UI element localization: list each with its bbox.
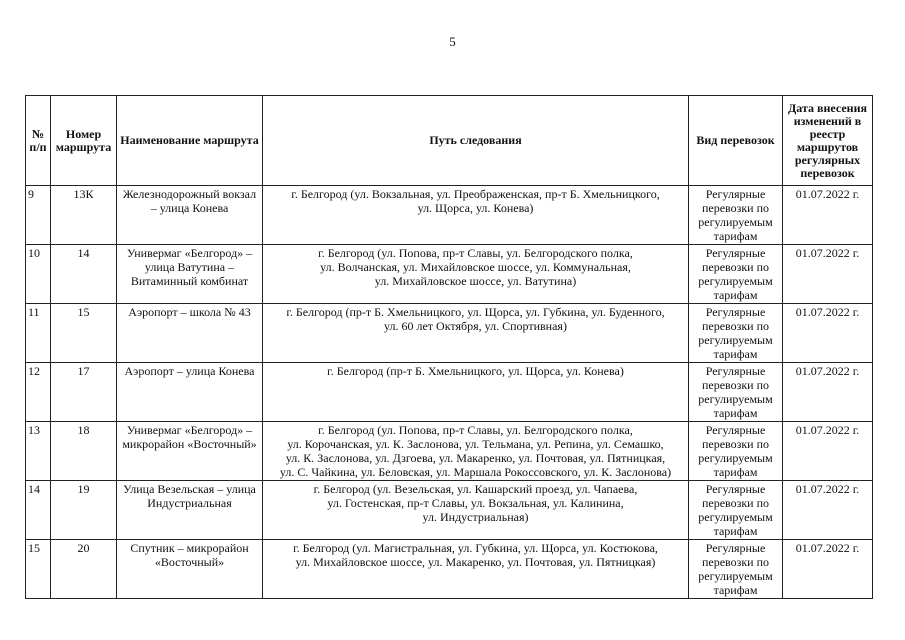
route-name: Универмаг «Белгород» – улица Ватутина – Витаминный комбинат xyxy=(117,245,263,304)
transport-kind: Регулярные перевозки по регулируемым тарифам xyxy=(689,304,783,363)
row-num: 14 xyxy=(26,481,51,540)
table-row xyxy=(26,186,873,245)
change-date: 01.07.2022 г. xyxy=(783,481,873,540)
change-date: 01.07.2022 г. xyxy=(783,304,873,363)
route-name: Улица Везельская – улица Индустриальная xyxy=(117,481,263,540)
route-path: г. Белгород (ул. Попова, пр-т Славы, ул. Белгородского полка, ул. Корочанская, ул. К. Заслонова, ул. Тельмана, ул. Репина, ул. Семашко, ул. К. Заслонова, ул. Дзгоева, ул. Макаренко, ул. Почтовая, ул. Пятницкая, ул. С. Чайкина, ул. Беловская, ул. Маршала Рокоссовского, ул. К. Заслонова) xyxy=(263,422,689,481)
row-num: 9 xyxy=(26,186,51,245)
route-name: Спутник – микрорайон «Восточный» xyxy=(117,540,263,599)
route-number: 15 xyxy=(51,304,117,363)
route-number: 19 xyxy=(51,481,117,540)
route-path: г. Белгород (ул. Попова, пр-т Славы, ул. Белгородского полка, ул. Волчанская, ул. Михайловское шоссе, ул. Коммунальная, ул. Михайловское шоссе, ул. Ватутина) xyxy=(263,245,689,304)
header-path: Путь следования xyxy=(263,96,689,186)
transport-kind: Регулярные перевозки по регулируемым тарифам xyxy=(689,481,783,540)
table-row xyxy=(26,540,873,599)
row-num: 10 xyxy=(26,245,51,304)
change-date: 01.07.2022 г. xyxy=(783,245,873,304)
row-num: 11 xyxy=(26,304,51,363)
header-name: Наименование маршрута xyxy=(117,96,263,186)
transport-kind: Регулярные перевозки по регулируемым тарифам xyxy=(689,186,783,245)
transport-kind: Регулярные перевозки по регулируемым тарифам xyxy=(689,363,783,422)
route-name: Железнодорожный вокзал – улица Конева xyxy=(117,186,263,245)
change-date: 01.07.2022 г. xyxy=(783,422,873,481)
header-row xyxy=(26,96,873,186)
route-path: г. Белгород (пр-т Б. Хмельницкого, ул. Щорса, ул. Губкина, ул. Буденного, ул. 60 лет Октября, ул. Спортивная) xyxy=(263,304,689,363)
route-path: г. Белгород (пр-т Б. Хмельницкого, ул. Щорса, ул. Конева) xyxy=(263,363,689,422)
change-date: 01.07.2022 г. xyxy=(783,540,873,599)
row-num: 12 xyxy=(26,363,51,422)
route-name: Универмаг «Белгород» – микрорайон «Восточный» xyxy=(117,422,263,481)
route-number: 17 xyxy=(51,363,117,422)
table-row xyxy=(26,422,873,481)
route-number: 14 xyxy=(51,245,117,304)
table-row xyxy=(26,363,873,422)
table-row xyxy=(26,481,873,540)
routes-table xyxy=(25,95,873,599)
table-row xyxy=(26,304,873,363)
table-row xyxy=(26,245,873,304)
header-date: Дата внесения изменений в реестр маршрутов регулярных перевозок xyxy=(783,96,873,186)
route-number: 20 xyxy=(51,540,117,599)
route-number: 18 xyxy=(51,422,117,481)
route-path: г. Белгород (ул. Везельская, ул. Кашарский проезд, ул. Чапаева, ул. Гостенская, пр-т Славы, ул. Вокзальная, ул. Калинина, ул. Индустриальная) xyxy=(263,481,689,540)
route-name: Аэропорт – школа № 43 xyxy=(117,304,263,363)
route-path: г. Белгород (ул. Вокзальная, ул. Преображенская, пр-т Б. Хмельницкого, ул. Щорса, ул. Конева) xyxy=(263,186,689,245)
route-name: Аэропорт – улица Конева xyxy=(117,363,263,422)
page-number: 5 xyxy=(449,34,456,49)
transport-kind: Регулярные перевозки по регулируемым тарифам xyxy=(689,245,783,304)
change-date: 01.07.2022 г. xyxy=(783,186,873,245)
change-date: 01.07.2022 г. xyxy=(783,363,873,422)
transport-kind: Регулярные перевозки по регулируемым тарифам xyxy=(689,540,783,599)
header-num: № п/п xyxy=(26,96,51,186)
header-kind: Вид перевозок xyxy=(689,96,783,186)
row-num: 15 xyxy=(26,540,51,599)
route-number: 13К xyxy=(51,186,117,245)
row-num: 13 xyxy=(26,422,51,481)
transport-kind: Регулярные перевозки по регулируемым тарифам xyxy=(689,422,783,481)
header-route: Номер маршрута xyxy=(51,96,117,186)
route-path: г. Белгород (ул. Магистральная, ул. Губкина, ул. Щорса, ул. Костюкова, ул. Михайловское шоссе, ул. Макаренко, ул. Почтовая, ул. Пятницкая) xyxy=(263,540,689,599)
